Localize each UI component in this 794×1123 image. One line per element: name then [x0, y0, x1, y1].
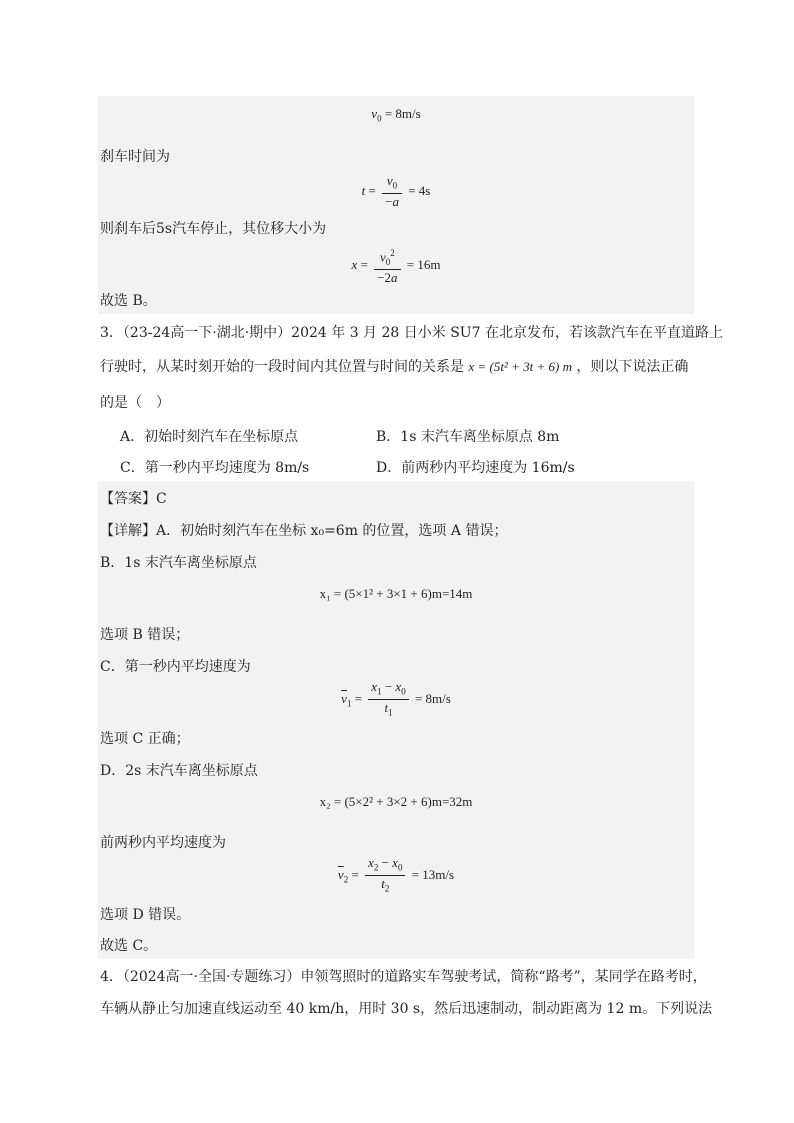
avg2-label: 前两秒内平均速度为 — [100, 835, 226, 851]
x-equation: x = $\frac{v_0^2}{-2a}$ = 16m — [351, 248, 441, 285]
d-wrong: 选项 D 错误。 — [100, 907, 191, 923]
v1-equation: $\overline{v}_1$ = $\frac{x_1 - x_0}{t_1}$ = 8m/s — [341, 679, 451, 718]
b-head: B．1s 末汽车离坐标原点 — [100, 555, 257, 571]
x1-equation: x₁ = (5×1² + 3×1 + 6)m=14m — [319, 586, 473, 601]
stop-text: 则刹车后5s汽车停止，其位移大小为 — [100, 221, 327, 237]
c-head: C．第一秒内平均速度为 — [100, 659, 251, 675]
b-wrong: 选项 B 错误； — [100, 627, 190, 643]
q3-position-formula: x = (5t² + 3t + 6) m — [468, 359, 572, 374]
brake-time-label: 刹车时间为 — [100, 149, 170, 165]
option-b: B．1s 末汽车离坐标原点 8m — [376, 429, 560, 445]
choose-b: 故选 B。 — [100, 293, 157, 309]
v0-equation: $v_0 = 8m/s$ — [371, 106, 421, 124]
option-d: D．前两秒内平均速度为 16m/s — [376, 460, 575, 476]
q3-line1: 3．（23-24高一下·湖北·期中）2024 年 3 月 28 日小米 SU7 在北京发布，若该款汽车在平直道路上 — [100, 325, 723, 341]
c-right: 选项 C 正确； — [100, 731, 190, 747]
q4-line1: 4．（2024高一·全国·专题练习）申领驾照时的道路实车驾驶考试，简称“路考”，某同学在路考时， — [100, 969, 707, 985]
x2-equation: x₂ = (5×2² + 3×2 + 6)m=32m — [319, 794, 473, 809]
q3-line3: 的是（ ） — [100, 395, 170, 411]
t-equation: t = $\frac{v_0}{-a}$ = 4s — [361, 173, 431, 209]
choose-c: 故选 C。 — [100, 938, 158, 954]
q3-line2: 行驶时，从某时刻开始的一段时间内其位置与时间的关系是 x = (5t² + 3t + 6) m ，则以下说法正确 — [100, 359, 689, 375]
answer-label: 【答案】C — [100, 491, 167, 507]
detail-a: 【详解】A．初始时刻汽车在坐标 x₀=6m 的位置，选项 A 错误； — [100, 523, 508, 539]
q4-line2: 车辆从静止匀加速直线运动至 40 km/h，用时 30 s，然后迅速制动，制动距离为 12 m。下列说法 — [100, 1001, 713, 1017]
v2-equation: $\overline{v}_2$ = $\frac{x_2 - x_0}{t_2}$ = 13m/s — [337, 855, 455, 894]
option-a: A．初始时刻汽车在坐标原点 — [120, 429, 299, 445]
d-head: D．2s 末汽车离坐标原点 — [100, 763, 258, 779]
option-c: C．第一秒内平均速度为 8m/s — [120, 460, 310, 476]
